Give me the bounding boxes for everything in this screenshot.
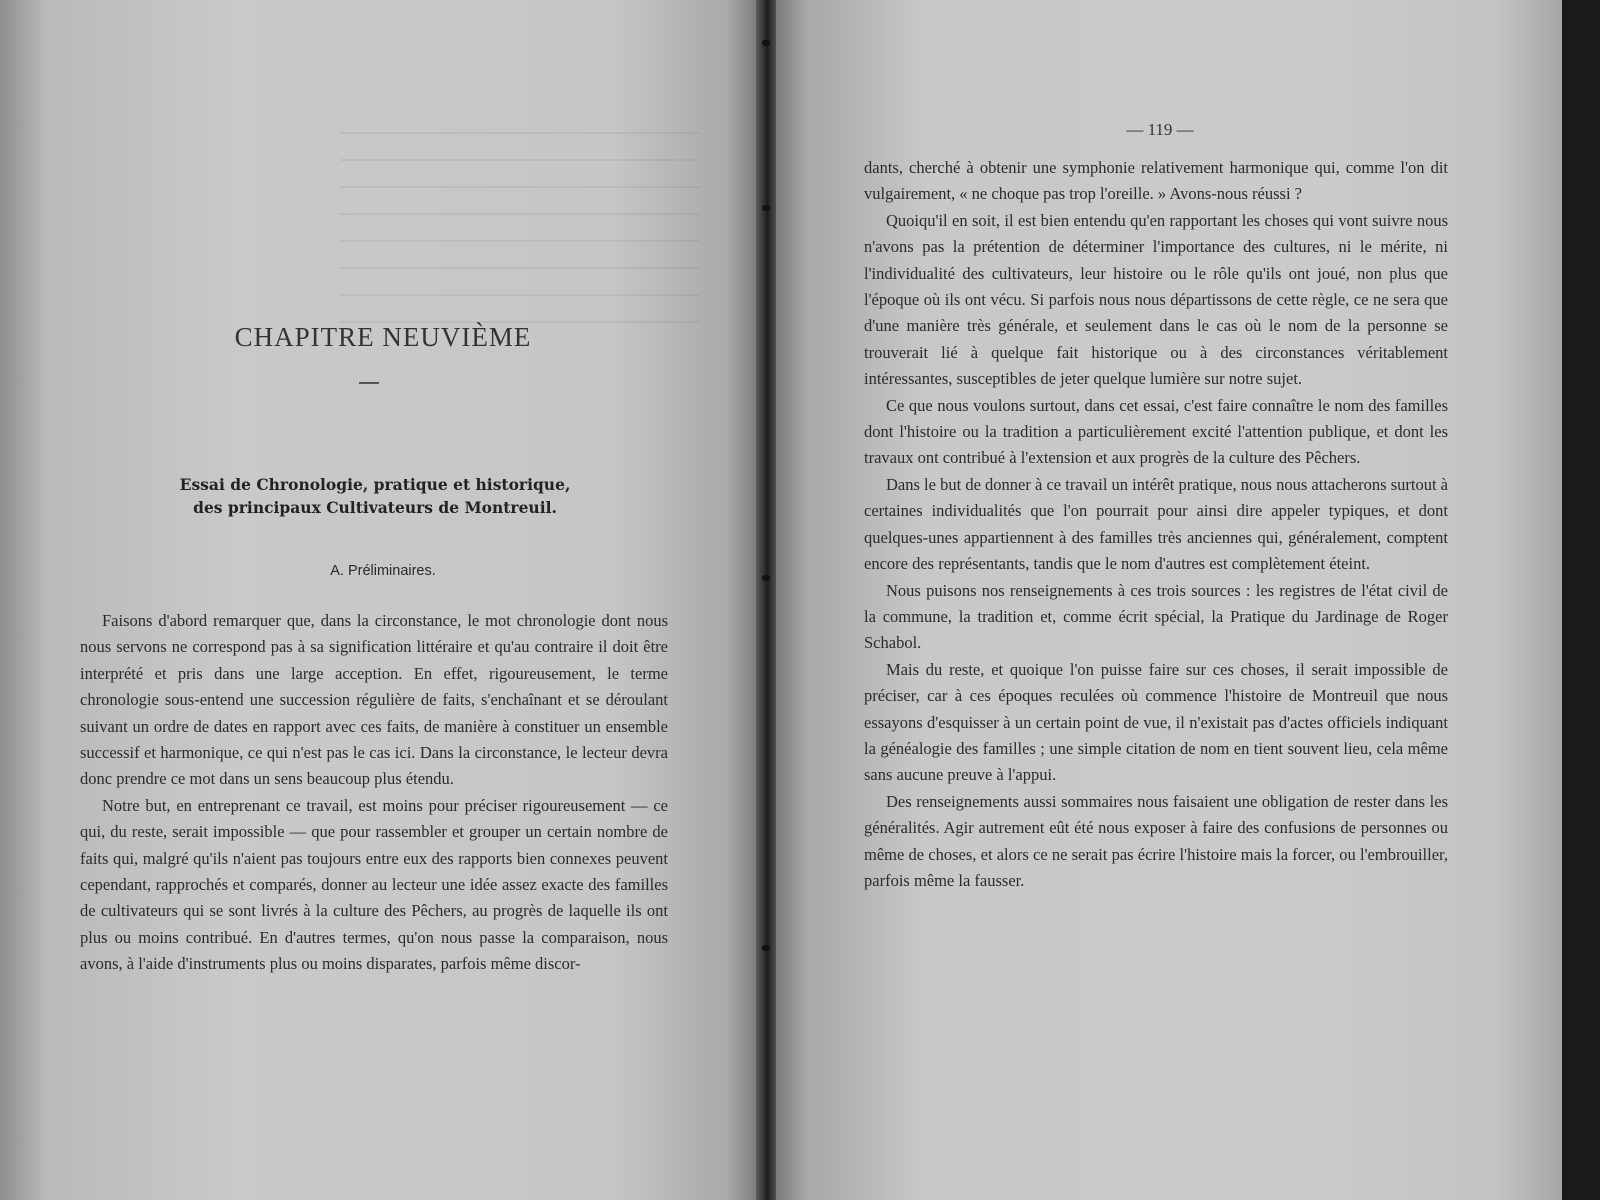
subtitle-line-1: Essai de Chronologie, pratique et historique, <box>179 475 571 494</box>
paragraph: Faisons d'abord remarquer que, dans la circonstance, le mot chronologie dont nous nous servons ne correspond pas à sa signification littéraire et qu'au contraire il doit être interprété et pris dans une large acception. En effet, rigoureusement, le terme chronologie sous-entend une succession régulière de faits, s'enchaînant et se déroulant suivant un ordre de dates en rapport avec ces faits, de manière à constituer un ensemble successif et harmonique, ce qui n'est pas le cas ici. Dans la circonstance, le lecteur devra donc prendre ce mot dans un sens beaucoup plus étendu. <box>80 611 668 789</box>
paragraph: Des renseignements aussi sommaires nous faisaient une obligation de rester dans les généralités. Agir autrement eût été nous exposer à faire des confusions de personnes ou même de choses, et alors ce ne serait pas écrire l'histoire mais la forcer, ou l'embrouiller, parfois même la fausser. <box>864 791 1448 890</box>
show-through-text <box>340 118 700 328</box>
subtitle-line-2: des principaux Cultivateurs de Montreuil. <box>193 498 557 517</box>
right-body-text <box>864 155 1448 894</box>
paragraph: Notre but, en entreprenant ce travail, est moins pour préciser rigoureusement — ce qui, du reste, serait impossible — que pour rassembler et grouper un certain nombre de faits qui, malgré qu'ils n'aient pas toujours entre eux des rapports bien connexes peuvent cependant, rapprochés et comparés, donner au lecteur une idée assez exacte des familles de cultivateurs qui se sont livrés à la culture des Pêchers, au progrès de laquelle ils ont plus ou moins contribué. En d'autres termes, qu'on nous passe la comparaison, nous avons, à l'aide d'instruments plus ou moins disparates, parfois même discor- <box>80 795 668 974</box>
section-heading: A. Préliminaires. <box>330 563 436 579</box>
book-cover-edge <box>1562 0 1600 1200</box>
binding-stitch <box>762 205 770 211</box>
chapter-subtitle <box>90 473 660 519</box>
binding-stitch <box>762 575 770 581</box>
paragraph: Mais du reste, et quoique l'on puisse faire sur ces choses, il serait impossible de préciser, car à ces époques reculées où commence l'histoire de Montreuil que nous essayons d'esquisser à un certain point de vue, il n'existait pas d'actes officiels indiquant la généalogie des familles ; une simple citation de nom en tient souvent lieu, cela même sans aucune preuve à l'appui. <box>864 659 1448 785</box>
chapter-rule <box>359 382 379 384</box>
paragraph: Ce que nous voulons surtout, dans cet essai, c'est faire connaître le nom des familles dont l'histoire ou la tradition a particulièrement excité l'attention publique, et dont les travaux ont contribué à l'extension et aux progrès de la culture des Pêchers. <box>864 395 1448 468</box>
paragraph: dants, cherché à obtenir une symphonie relativement harmonique qui, comme l'on dit vulgairement, « ne choque pas trop l'oreille. » Avons-nous réussi ? <box>864 158 1448 204</box>
paragraph: Nous puisons nos renseignements à ces trois sources : les registres de l'état civil de la commune, la tradition et, comme écrit spécial, la Pratique du Jardinage de Roger Schabol. <box>864 580 1448 653</box>
paragraph: Dans le but de donner à ce travail un intérêt pratique, nous nous attacherons surtout à certaines individualités que l'on pourrait pour ainsi dire appeler typiques, et dont quelques-unes appartiennent à des familles très anciennes qui, généralement, comptent encore des représentants, tandis que le nom d'autres est complètement éteint. <box>864 474 1448 574</box>
paragraph: Quoiqu'il en soit, il est bien entendu qu'en rapportant les choses qui vont suivre nous n'avons pas la prétention de déterminer l'importance des cultures, ni le mérite, ni l'individualité des cultivateurs, leur histoire ou le rôle qu'ils ont joué, non plus que l'époque où ils ont vécu. Si parfois nous nous départissons de cette règle, ce ne sera que d'une manière très générale, et seulement dans le cas où le nom de la personne se trouverait lié à quelque fait historique ou à des circonstances véritablement intéressantes, susceptibles de jeter quelque lumière sur notre sujet. <box>864 210 1448 389</box>
left-body-text <box>80 608 668 978</box>
page-number: — 119 — <box>1126 120 1194 139</box>
chapter-title: CHAPITRE NEUVIÈME <box>234 322 532 352</box>
binding-stitch <box>762 945 770 951</box>
book-gutter <box>756 0 776 1200</box>
binding-stitch <box>762 40 770 46</box>
left-page <box>0 0 766 1200</box>
